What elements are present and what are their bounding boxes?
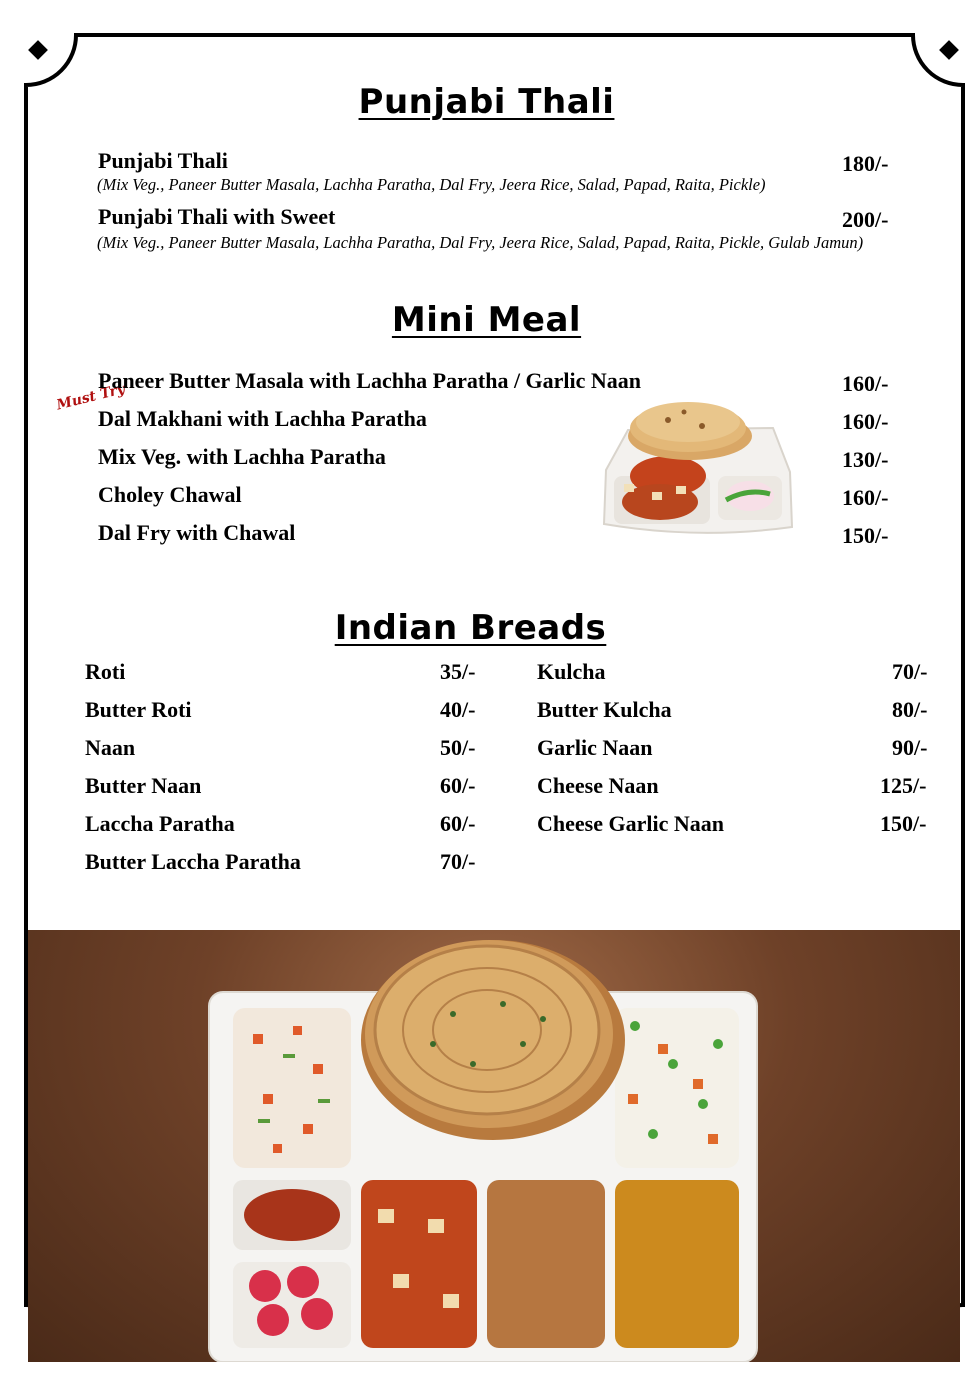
mini-meal-tray-image <box>598 392 798 542</box>
bread-item-price: 60/- <box>440 811 476 836</box>
bread-item-price: 60/- <box>440 773 476 798</box>
bread-item-price: 70/- <box>892 659 928 684</box>
thali-photo-band <box>28 930 960 1362</box>
menu-item-name: Dal Fry with Chawal <box>98 520 296 545</box>
bread-item-name: Butter Roti <box>85 697 192 722</box>
bread-item-price: 90/- <box>892 735 928 760</box>
bread-item-name: Roti <box>85 659 126 684</box>
bread-item-name: Butter Kulcha <box>537 697 672 722</box>
must-try-badge: Must Try <box>55 381 127 414</box>
menu-item-description: (Mix Veg., Paneer Butter Masala, Lachha Paratha, Dal Fry, Jeera Rice, Salad, Papad, Raita, Pickle) <box>97 175 766 194</box>
section-title-indian-breads: Indian Breads <box>334 608 607 648</box>
bread-item-name: Naan <box>85 735 136 760</box>
menu-item-name: Punjabi Thali <box>98 148 228 173</box>
menu-item-price: 160/- <box>842 409 889 434</box>
bread-item-price: 150/- <box>880 811 927 836</box>
bread-item-name: Kulcha <box>537 659 606 684</box>
section-title-mini-meal: Mini Meal <box>391 300 582 340</box>
menu-item-name: Mix Veg. with Lachha Paratha <box>98 444 386 469</box>
menu-item-price: 150/- <box>842 523 889 548</box>
bread-item-name: Garlic Naan <box>537 735 653 760</box>
bread-item-price: 125/- <box>880 773 927 798</box>
section-title-punjabi-thali: Punjabi Thali <box>358 82 615 122</box>
menu-item-price: 200/- <box>842 207 889 232</box>
bread-item-name: Cheese Garlic Naan <box>537 811 724 836</box>
bread-item-name: Butter Naan <box>85 773 202 798</box>
bread-item-name: Butter Laccha Paratha <box>85 849 301 874</box>
bread-item-name: Laccha Paratha <box>85 811 235 836</box>
menu-item-name: Paneer Butter Masala with Lachha Paratha / Garlic Naan <box>98 368 642 393</box>
menu-item-description: (Mix Veg., Paneer Butter Masala, Lachha Paratha, Dal Fry, Jeera Rice, Salad, Papad, Raita, Pickle, Gulab Jamun) <box>97 233 864 252</box>
bread-item-price: 35/- <box>440 659 476 684</box>
bread-item-name: Cheese Naan <box>537 773 659 798</box>
bread-item-price: 70/- <box>440 849 476 874</box>
bread-item-price: 50/- <box>440 735 476 760</box>
menu-item-price: 180/- <box>842 151 889 176</box>
menu-item-price: 160/- <box>842 371 889 396</box>
menu-item-name: Punjabi Thali with Sweet <box>98 204 336 229</box>
menu-item-name: Dal Makhani with Lachha Paratha <box>98 406 427 431</box>
punjabi-thali-tray-image <box>203 934 763 1362</box>
menu-item-price: 160/- <box>842 485 889 510</box>
menu-item-price: 130/- <box>842 447 889 472</box>
bread-item-price: 40/- <box>440 697 476 722</box>
bread-item-price: 80/- <box>892 697 928 722</box>
menu-item-name: Choley Chawal <box>98 482 242 507</box>
